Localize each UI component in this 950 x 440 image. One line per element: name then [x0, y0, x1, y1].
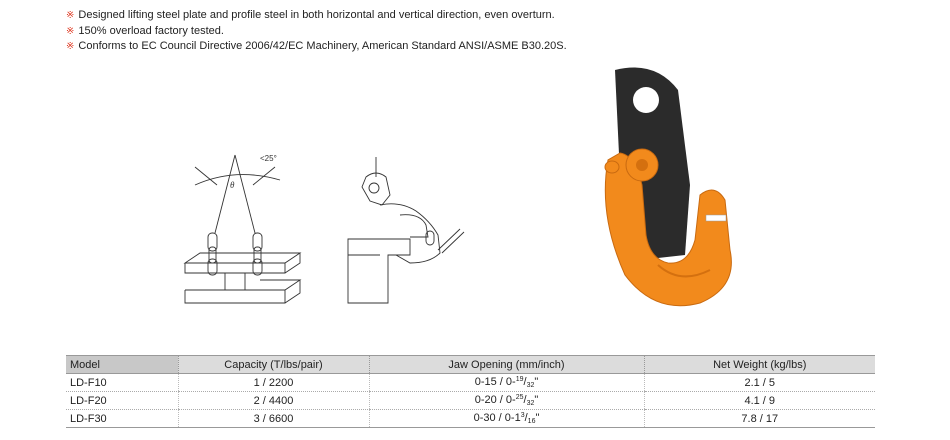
feature-list [66, 8, 567, 55]
cell-model: LD-F10 [66, 374, 178, 392]
feature-item: ※ 150% overload factory tested. [66, 24, 224, 37]
bullet-mark-icon: ※ [66, 41, 75, 52]
cell-jaw-opening: $0-15 / 0-^{19}/_{32}$" [369, 374, 644, 392]
cell-capacity: 2 / 4400 [178, 392, 369, 410]
cell-net-weight: 7.8 / 17 [644, 410, 875, 428]
bullet-mark-icon: ※ [66, 10, 75, 21]
clamp-profile-diagram [340, 155, 470, 310]
feature-item: ※ Designed lifting steel plate and profile steel in both horizontal and vertical direction, even overturn. [66, 9, 555, 21]
cell-jaw-opening: $0-20 / 0-^{25}/_{32}$" [369, 392, 644, 410]
product-clamp-image [580, 65, 760, 315]
table-header-row [66, 356, 875, 374]
angle-label: <25° [260, 154, 277, 163]
header-model: Model [66, 356, 178, 374]
cell-model: LD-F30 [66, 410, 178, 428]
header-net-weight: Net Weight (kg/lbs) [644, 356, 875, 374]
bullet-mark-icon: ※ [66, 25, 75, 37]
cell-capacity: 3 / 6600 [178, 410, 369, 428]
table-row [66, 410, 875, 428]
header-capacity: Capacity (T/lbs/pair) [178, 356, 369, 374]
cell-net-weight: 4.1 / 9 [644, 392, 875, 410]
header-jaw-opening: Jaw Opening (mm/inch) [369, 356, 644, 374]
cell-model: LD-F20 [66, 392, 178, 410]
theta-label: θ [230, 180, 235, 190]
table-row [66, 392, 875, 410]
feature-item: ※ Conforms to EC Council Directive 2006/42/EC Machinery, American Standard ANSI/ASME B30.20S. [66, 40, 567, 52]
spec-table [66, 355, 875, 428]
cell-jaw-opening: $0-30 / 0-1^3/_{16}$" [369, 410, 644, 428]
lifting-angle-diagram [175, 145, 315, 315]
cell-capacity: 1 / 2200 [178, 374, 369, 392]
table-row [66, 374, 875, 392]
cell-net-weight: 2.1 / 5 [644, 374, 875, 392]
